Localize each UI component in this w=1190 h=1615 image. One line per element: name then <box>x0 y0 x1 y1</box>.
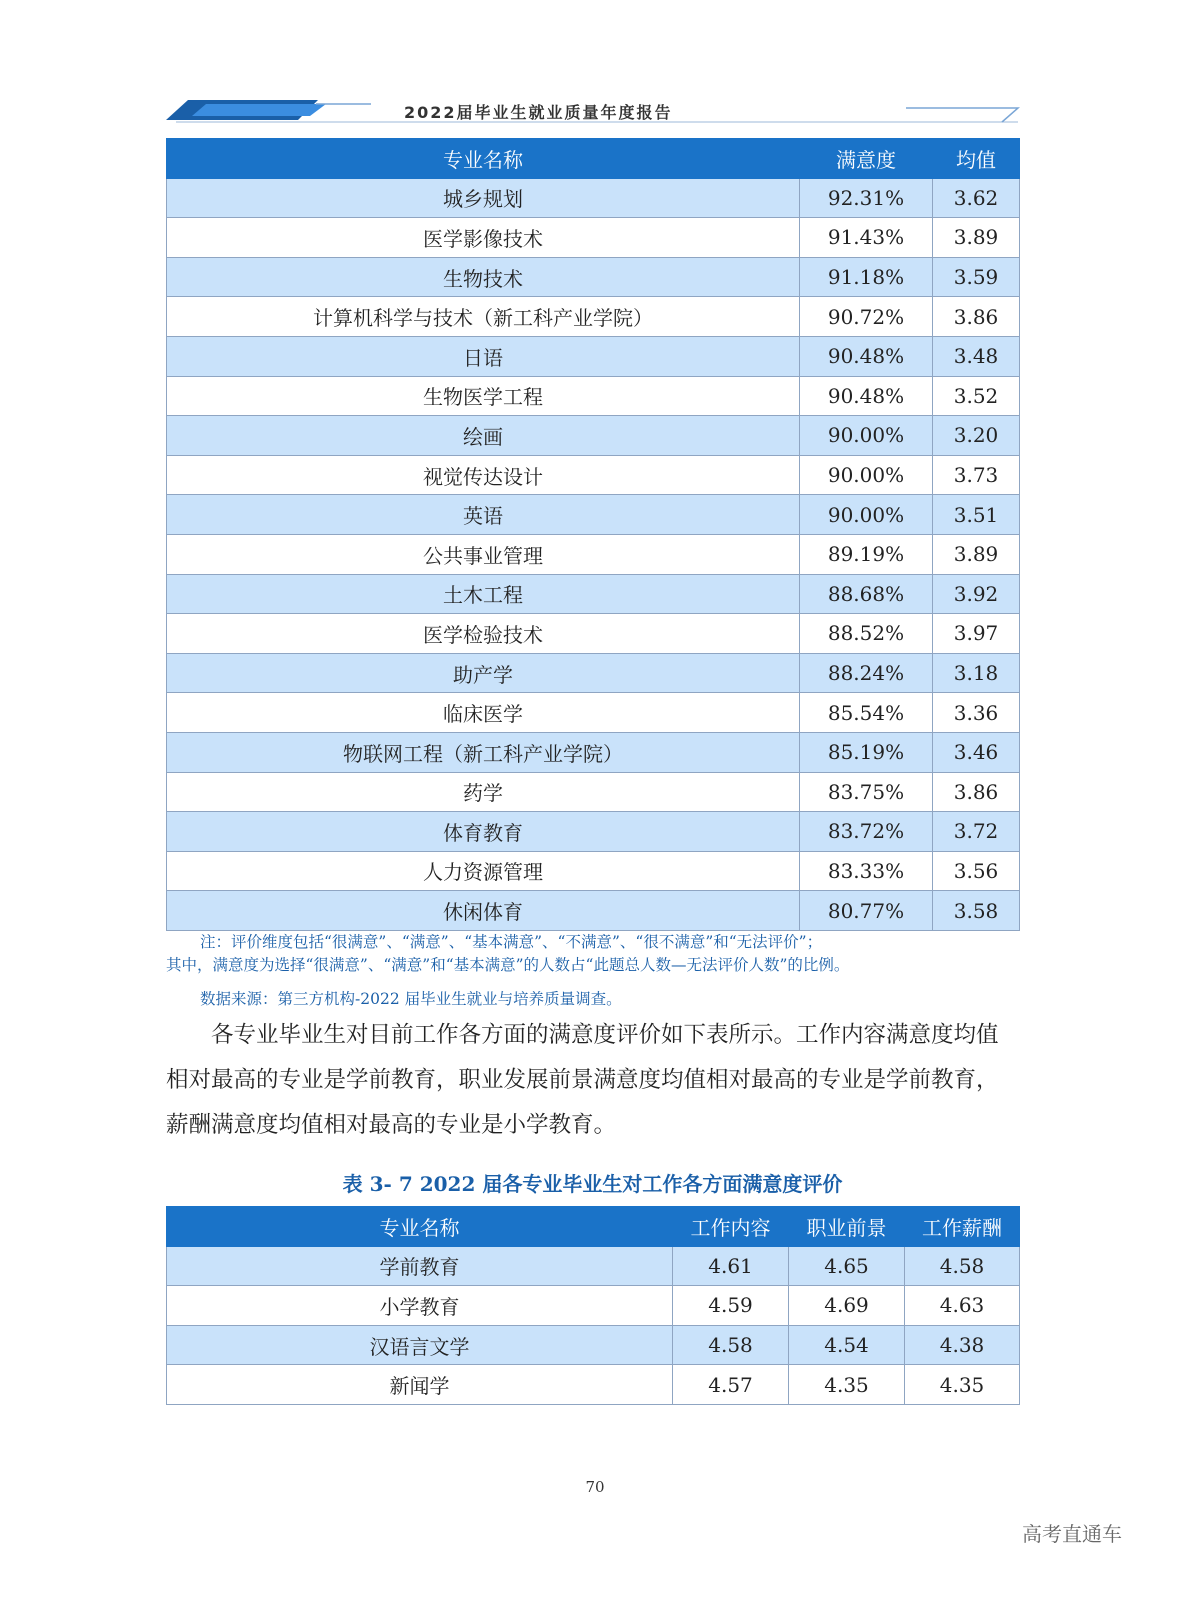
table-note-line-1: 注：评价维度包括“很满意”、“满意”、“基本满意”、“不满意”、“很不满意”和“无法评价”； <box>200 933 823 951</box>
table-cell: 3.51 <box>933 495 1020 535</box>
table-cell: 4.58 <box>673 1325 789 1365</box>
column-header: 均值 <box>933 139 1020 179</box>
table-cell: 4.35 <box>789 1365 905 1405</box>
table-cell: 3.36 <box>933 693 1020 733</box>
table-cell: 91.43% <box>800 218 933 258</box>
table-cell: 3.59 <box>933 257 1020 297</box>
table-cell: 体育教育 <box>167 812 800 852</box>
table-cell: 3.56 <box>933 851 1020 891</box>
table-row <box>167 495 1020 535</box>
table-row <box>167 653 1020 693</box>
table-cell: 4.61 <box>673 1246 789 1286</box>
satisfaction-table <box>166 138 1020 931</box>
table-cell: 3.18 <box>933 653 1020 693</box>
table-cell: 医学影像技术 <box>167 218 800 258</box>
table-cell: 90.00% <box>800 455 933 495</box>
column-header: 专业名称 <box>167 1207 673 1247</box>
table-cell: 汉语言文学 <box>167 1325 673 1365</box>
table-cell: 90.00% <box>800 416 933 456</box>
table-cell: 人力资源管理 <box>167 851 800 891</box>
table-cell: 4.57 <box>673 1365 789 1405</box>
table-cell: 生物技术 <box>167 257 800 297</box>
data-source-note: 数据来源：第三方机构-2022 届毕业生就业与培养质量调查。 <box>200 990 622 1008</box>
table-cell: 80.77% <box>800 891 933 931</box>
table-cell: 83.72% <box>800 812 933 852</box>
table-row <box>167 218 1020 258</box>
table-row <box>167 1286 1020 1326</box>
table-header-row <box>167 1207 1020 1247</box>
table-cell: 3.89 <box>933 534 1020 574</box>
table-cell: 3.58 <box>933 891 1020 931</box>
table-row <box>167 1365 1020 1405</box>
table-row <box>167 534 1020 574</box>
table-cell: 助产学 <box>167 653 800 693</box>
page-number: 70 <box>585 1478 605 1496</box>
work-aspect-satisfaction-table <box>166 1206 1020 1405</box>
table-cell: 土木工程 <box>167 574 800 614</box>
table-cell: 3.86 <box>933 297 1020 337</box>
table-cell: 88.52% <box>800 614 933 654</box>
table-cell: 4.59 <box>673 1286 789 1326</box>
table-cell: 90.00% <box>800 495 933 535</box>
table-cell: 4.38 <box>905 1325 1020 1365</box>
table-cell: 英语 <box>167 495 800 535</box>
table-note-line-2: 其中，满意度为选择“很满意”、“满意”和“基本满意”的人数占“此题总人数—无法评价人数”的比例。 <box>166 956 850 974</box>
table-cell: 日语 <box>167 336 800 376</box>
table-row <box>167 416 1020 456</box>
table-cell: 药学 <box>167 772 800 812</box>
table-cell: 85.54% <box>800 693 933 733</box>
table-cell: 4.54 <box>789 1325 905 1365</box>
table-cell: 3.73 <box>933 455 1020 495</box>
table-row <box>167 336 1020 376</box>
table-cell: 83.33% <box>800 851 933 891</box>
table-cell: 生物医学工程 <box>167 376 800 416</box>
table-cell: 4.69 <box>789 1286 905 1326</box>
table-row <box>167 376 1020 416</box>
table-cell: 公共事业管理 <box>167 534 800 574</box>
table-row <box>167 1246 1020 1286</box>
table-cell: 计算机科学与技术（新工科产业学院） <box>167 297 800 337</box>
table-cell: 92.31% <box>800 178 933 218</box>
table-cell: 学前教育 <box>167 1246 673 1286</box>
table-row <box>167 574 1020 614</box>
table-row <box>167 851 1020 891</box>
watermark: 高考直通车 <box>1022 1522 1122 1546</box>
column-header: 工作薪酬 <box>905 1207 1020 1247</box>
table-row <box>167 772 1020 812</box>
paragraph-line-1: 各专业毕业生对目前工作各方面的满意度评价如下表所示。工作内容满意度均值 <box>211 1022 999 1048</box>
table-row <box>167 1325 1020 1365</box>
table-cell: 休闲体育 <box>167 891 800 931</box>
paragraph-line-2: 相对最高的专业是学前教育，职业发展前景满意度均值相对最高的专业是学前教育， <box>166 1067 999 1093</box>
table-cell: 88.24% <box>800 653 933 693</box>
table-row <box>167 178 1020 218</box>
table-row <box>167 891 1020 931</box>
column-header: 专业名称 <box>167 139 800 179</box>
column-header: 满意度 <box>800 139 933 179</box>
table-cell: 3.97 <box>933 614 1020 654</box>
table-cell: 90.72% <box>800 297 933 337</box>
table-cell: 绘画 <box>167 416 800 456</box>
table-cell: 4.65 <box>789 1246 905 1286</box>
table-cell: 85.19% <box>800 732 933 772</box>
table-cell: 89.19% <box>800 534 933 574</box>
table-cell: 新闻学 <box>167 1365 673 1405</box>
table-row <box>167 257 1020 297</box>
table-cell: 3.20 <box>933 416 1020 456</box>
table-header-row <box>167 139 1020 179</box>
table-cell: 83.75% <box>800 772 933 812</box>
table-row <box>167 455 1020 495</box>
table-row <box>167 732 1020 772</box>
column-header: 工作内容 <box>673 1207 789 1247</box>
table-cell: 90.48% <box>800 376 933 416</box>
table-cell: 视觉传达设计 <box>167 455 800 495</box>
table-cell: 3.92 <box>933 574 1020 614</box>
table-cell: 3.52 <box>933 376 1020 416</box>
table-cell: 3.86 <box>933 772 1020 812</box>
table-cell: 88.68% <box>800 574 933 614</box>
table-cell: 4.63 <box>905 1286 1020 1326</box>
table-cell: 3.46 <box>933 732 1020 772</box>
table-cell: 4.58 <box>905 1246 1020 1286</box>
table-cell: 3.48 <box>933 336 1020 376</box>
table-cell: 3.72 <box>933 812 1020 852</box>
table-cell: 3.62 <box>933 178 1020 218</box>
paragraph-line-3: 薪酬满意度均值相对最高的专业是小学教育。 <box>166 1112 617 1138</box>
table-row <box>167 693 1020 733</box>
table-cell: 4.35 <box>905 1365 1020 1405</box>
table-cell: 医学检验技术 <box>167 614 800 654</box>
table-cell: 物联网工程（新工科产业学院） <box>167 732 800 772</box>
table-cell: 91.18% <box>800 257 933 297</box>
table-cell: 临床医学 <box>167 693 800 733</box>
page-header <box>166 96 1026 136</box>
table-row <box>167 614 1020 654</box>
table-cell: 90.48% <box>800 336 933 376</box>
table-row <box>167 297 1020 337</box>
header-title: 2022届毕业生就业质量年度报告 <box>404 103 673 122</box>
table-cell: 3.89 <box>933 218 1020 258</box>
table-row <box>167 812 1020 852</box>
table-cell: 小学教育 <box>167 1286 673 1326</box>
table-cell: 城乡规划 <box>167 178 800 218</box>
body-paragraph <box>166 1013 1022 1148</box>
column-header: 职业前景 <box>789 1207 905 1247</box>
table-caption: 表 3- 7 2022 届各专业毕业生对工作各方面满意度评价 <box>342 1172 843 1196</box>
